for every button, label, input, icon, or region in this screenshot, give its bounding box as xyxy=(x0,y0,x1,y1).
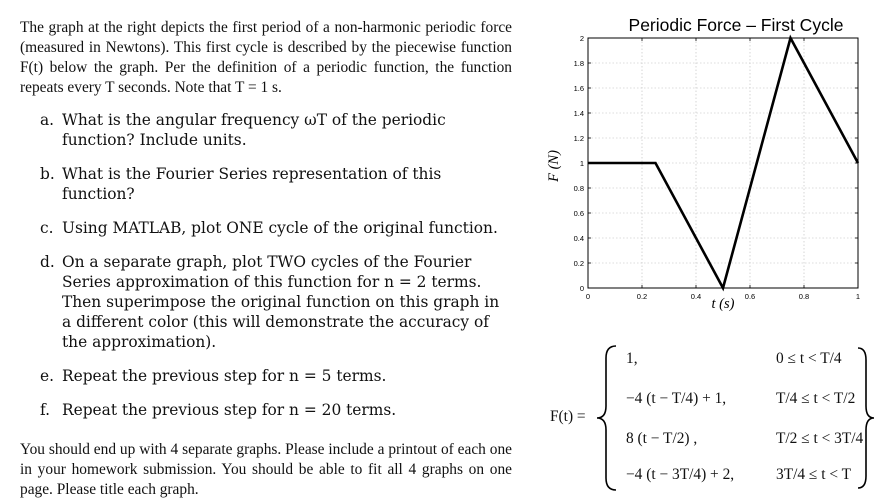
case-expr: 8 (t − T/2) , xyxy=(626,430,698,447)
item-label: a. xyxy=(40,111,55,129)
item-b xyxy=(20,164,512,204)
intro-paragraph: The graph at the right depicts the first period of a non-harmonic periodic force (measured in Newtons). This first cycle is described by the piecewise function F(t) below the graph. Per the definition of a periodic function, the function repeats every T seconds. Note that T = 1 s. xyxy=(20,19,512,96)
item-f xyxy=(20,400,512,420)
item-text: What is the angular frequency ωT of the periodic function? Include units. xyxy=(62,111,446,149)
x-tick-label: 0 xyxy=(585,292,591,301)
item-e xyxy=(20,366,512,386)
case-cond: T/4 ≤ t < T/2 xyxy=(776,390,856,407)
case-expr: −4 (t − 3T/4) + 2, xyxy=(626,466,735,483)
case-expr: −4 (t − T/4) + 1, xyxy=(626,390,727,407)
right-brace-icon xyxy=(854,344,878,492)
item-text: On a separate graph, plot TWO cycles of the Fourier Series approximation of this function for n = 2 terms. Then superimpose the original function on this graph in a different color (this will demonstrate the accuracy of the approximation). xyxy=(62,253,500,351)
formula-lhs: F(t) = xyxy=(550,408,586,425)
x-tick-label: 1 xyxy=(855,292,861,301)
y-tick-label: 0.8 xyxy=(573,184,584,193)
chart-ticks xyxy=(574,34,861,301)
item-text: What is the Fourier Series representation of this function? xyxy=(62,165,442,203)
case-cond: 3T/4 ≤ t < T xyxy=(776,466,851,483)
y-tick-label: 2 xyxy=(579,34,584,43)
y-tick-label: 1.2 xyxy=(573,134,584,143)
y-tick-label: 0.4 xyxy=(573,234,584,243)
item-d xyxy=(20,252,512,352)
item-text: Repeat the previous step for n = 20 terms. xyxy=(62,401,397,419)
case-expr: 1, xyxy=(626,350,638,367)
item-c xyxy=(20,218,512,238)
piecewise-formula xyxy=(548,344,878,492)
x-tick-label: 0.2 xyxy=(636,292,648,301)
problem-text xyxy=(20,18,512,500)
y-axis-label: F (N) xyxy=(546,150,562,182)
y-tick-label: 1 xyxy=(579,159,584,168)
y-tick-label: 0.2 xyxy=(573,259,584,268)
y-tick-label: 1.4 xyxy=(573,109,584,118)
item-text: Repeat the previous step for n = 5 terms. xyxy=(62,367,387,385)
x-tick-label: 0.8 xyxy=(798,292,810,301)
y-tick-label: 1.6 xyxy=(573,84,584,93)
item-label: c. xyxy=(40,219,54,237)
outro-paragraph: You should end up with 4 separate graphs. Please include a printout of each one in your homework submission. You should be able to fit all 4 graphs on one page. Please title each graph. xyxy=(20,441,512,498)
item-text: Using MATLAB, plot ONE cycle of the original function. xyxy=(62,219,498,237)
x-tick-label: 0.6 xyxy=(744,292,756,301)
item-label: b. xyxy=(40,165,55,183)
y-tick-label: 1.8 xyxy=(573,59,584,68)
case-cond: 0 ≤ t < T/4 xyxy=(776,350,842,367)
x-tick-label: 0.4 xyxy=(690,292,702,301)
force-chart xyxy=(540,8,879,318)
left-brace-icon xyxy=(592,344,622,492)
x-axis-label: t (s) xyxy=(711,296,735,312)
y-tick-label: 0.6 xyxy=(573,209,584,218)
item-label: f. xyxy=(40,401,51,419)
item-label: d. xyxy=(40,253,55,271)
case-cond: T/2 ≤ t < 3T/4 xyxy=(776,430,864,447)
item-a xyxy=(20,110,512,150)
series-line-f xyxy=(588,38,858,288)
y-tick-label: 0 xyxy=(579,284,584,293)
item-label: e. xyxy=(40,367,55,385)
chart-title: Periodic Force – First Cycle xyxy=(628,15,844,35)
